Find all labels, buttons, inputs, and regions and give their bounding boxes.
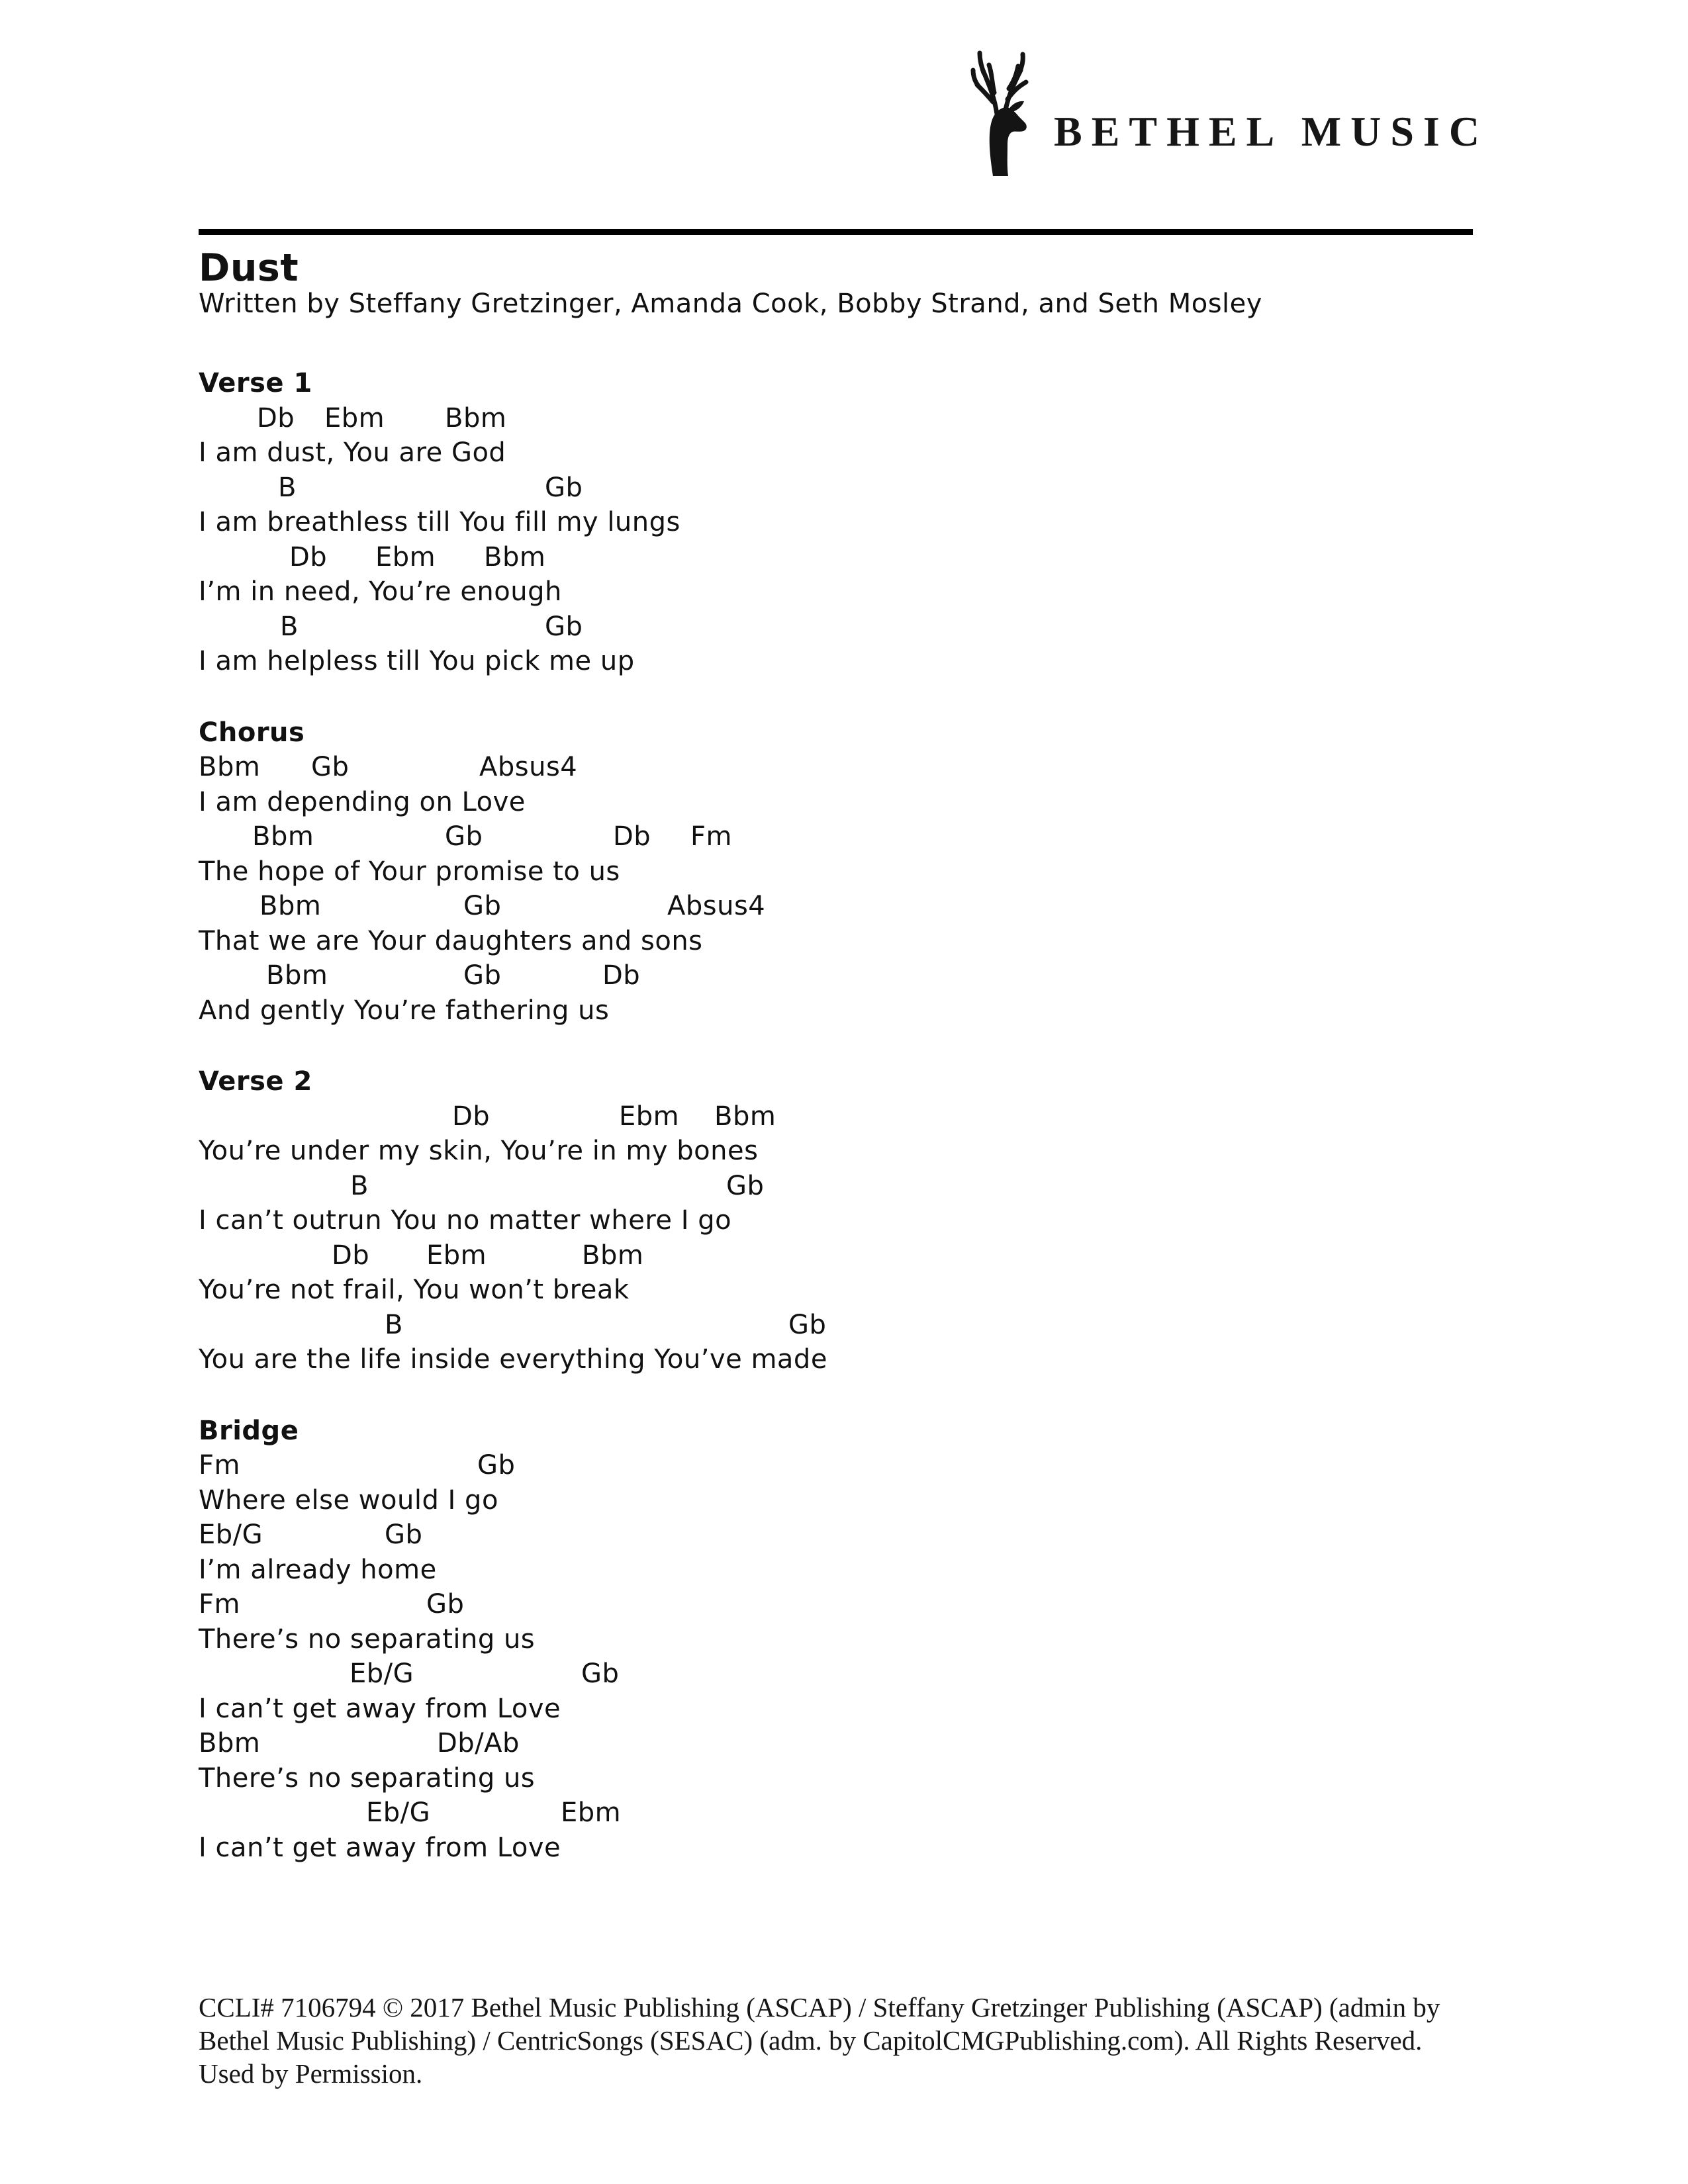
chord-line <box>199 540 1509 575</box>
chord: Db <box>452 1101 491 1132</box>
chord: Gb <box>463 960 502 991</box>
lyric-line: I’m in need, You’re enough <box>199 576 562 607</box>
lyric-line: That we are Your daughters and sons <box>199 925 703 956</box>
chord-line <box>199 610 1509 645</box>
chord: B <box>280 611 299 642</box>
lyric-line: I can’t outrun You no matter where I go <box>199 1205 732 1236</box>
stag-deer-head-icon <box>955 46 1038 176</box>
chord-line <box>199 819 1509 854</box>
song-section <box>199 715 1509 1028</box>
chord: Eb/G <box>366 1797 431 1828</box>
song-body <box>199 366 1509 1865</box>
chord: Gb <box>581 1659 620 1689</box>
chord: Ebm <box>561 1797 622 1828</box>
chord: Fm <box>199 1589 240 1619</box>
chord: Bbm <box>252 821 314 852</box>
chord: Db <box>257 402 295 433</box>
chord-line <box>199 1796 1509 1831</box>
chord: Ebm <box>324 402 385 433</box>
chord-line <box>199 1099 1509 1134</box>
copyright-line: Used by Permission. <box>199 2058 423 2089</box>
song-title: Dust <box>199 246 299 290</box>
chord: Gb <box>545 611 583 642</box>
chord-line <box>199 471 1509 506</box>
song-section <box>199 1064 1509 1377</box>
separator-line <box>199 229 1473 235</box>
chord: Fm <box>690 821 732 852</box>
chord: Fm <box>199 1450 240 1480</box>
chord-line <box>199 1587 1509 1622</box>
brand-name: BETHEL MUSIC <box>1054 108 1489 155</box>
chord-line <box>199 750 1509 785</box>
copyright-line: Bethel Music Publishing) / CentricSongs (SESAC) (adm. by CapitolCMGPublishing.com). All Rights Reserved. <box>199 2025 1423 2056</box>
chord: Db <box>602 960 641 991</box>
chord-line <box>199 1169 1509 1204</box>
lyric-line: I am helpless till You pick me up <box>199 646 635 676</box>
chord: Ebm <box>375 541 436 572</box>
chord: Bbm <box>582 1240 644 1271</box>
lyric-line: You’re under my skin, You’re in my bones <box>199 1136 759 1166</box>
chord: Gb <box>545 472 583 503</box>
lyric-line: There’s no separating us <box>199 1762 536 1794</box>
chord-line <box>199 1726 1509 1761</box>
lyric-line: Where else would I go <box>199 1484 498 1516</box>
chord: Absus4 <box>479 752 578 782</box>
chord: Gb <box>788 1309 827 1340</box>
chord: Eb/G <box>350 1659 414 1689</box>
chord: Gb <box>477 1450 516 1480</box>
chord: Bbm <box>199 1728 261 1758</box>
chord: Gb <box>311 752 350 782</box>
lyric-line: I am breathless till You fill my lungs <box>199 507 680 537</box>
chord-line <box>199 401 1509 436</box>
chord: Db <box>289 541 328 572</box>
chord: Gb <box>445 821 483 852</box>
lyric-line: You’re not frail, You won’t break <box>199 1275 630 1305</box>
chord: Db/Ab <box>437 1728 520 1758</box>
chord: Bbm <box>714 1101 776 1132</box>
chord-line <box>199 1238 1509 1273</box>
bethel-music-logo <box>955 46 1038 176</box>
chord: Bbm <box>259 891 322 921</box>
section-label: Verse 1 <box>199 368 312 398</box>
chord: B <box>278 472 297 503</box>
lyric-line: There’s no separating us <box>199 1623 536 1655</box>
chord: Bbm <box>445 402 507 433</box>
lyric-line: You are the life inside everything You’ve made <box>199 1344 827 1375</box>
chord: Bbm <box>484 541 546 572</box>
copyright-line: CCLI# 7106794 © 2017 Bethel Music Publishing (ASCAP) / Steffany Gretzinger Publishing (ASCAP) (admin by <box>199 1992 1440 2023</box>
chord: Gb <box>726 1170 765 1201</box>
chord: Gb <box>385 1520 423 1550</box>
copyright-notice <box>199 1991 1529 2090</box>
lyric-line: I can’t get away from Love <box>199 1832 561 1863</box>
chord-line <box>199 1308 1509 1343</box>
chord: B <box>350 1170 369 1201</box>
chord-line <box>199 958 1509 993</box>
chord: Gb <box>463 891 502 921</box>
chord: Bbm <box>199 752 261 782</box>
lyric-line: I am depending on Love <box>199 786 526 817</box>
lyric-line: And gently You’re fathering us <box>199 995 610 1026</box>
song-section <box>199 366 1509 679</box>
chord-line <box>199 1657 1509 1692</box>
lyric-line: I am dust, You are God <box>199 437 506 468</box>
chord: Ebm <box>426 1240 487 1271</box>
song-section <box>199 1414 1509 1866</box>
chord: Gb <box>426 1589 465 1619</box>
lyric-line: I can’t get away from Love <box>199 1693 561 1724</box>
section-label: Bridge <box>199 1415 299 1446</box>
chord: Db <box>332 1240 370 1271</box>
chord: Bbm <box>266 960 328 991</box>
lyric-line: I’m already home <box>199 1554 437 1585</box>
section-label: Verse 2 <box>199 1066 312 1097</box>
chord: B <box>385 1309 403 1340</box>
chord-line <box>199 889 1509 924</box>
chord-line <box>199 1448 1509 1483</box>
byline: Written by Steffany Gretzinger, Amanda Cook, Bobby Strand, and Seth Mosley <box>199 289 1262 319</box>
lyric-line: The hope of Your promise to us <box>199 856 620 887</box>
chord: Absus4 <box>667 891 766 921</box>
chord: Ebm <box>619 1101 680 1132</box>
chord: Eb/G <box>199 1520 263 1550</box>
section-label: Chorus <box>199 717 305 748</box>
chord-line <box>199 1518 1509 1553</box>
chord: Db <box>613 821 651 852</box>
